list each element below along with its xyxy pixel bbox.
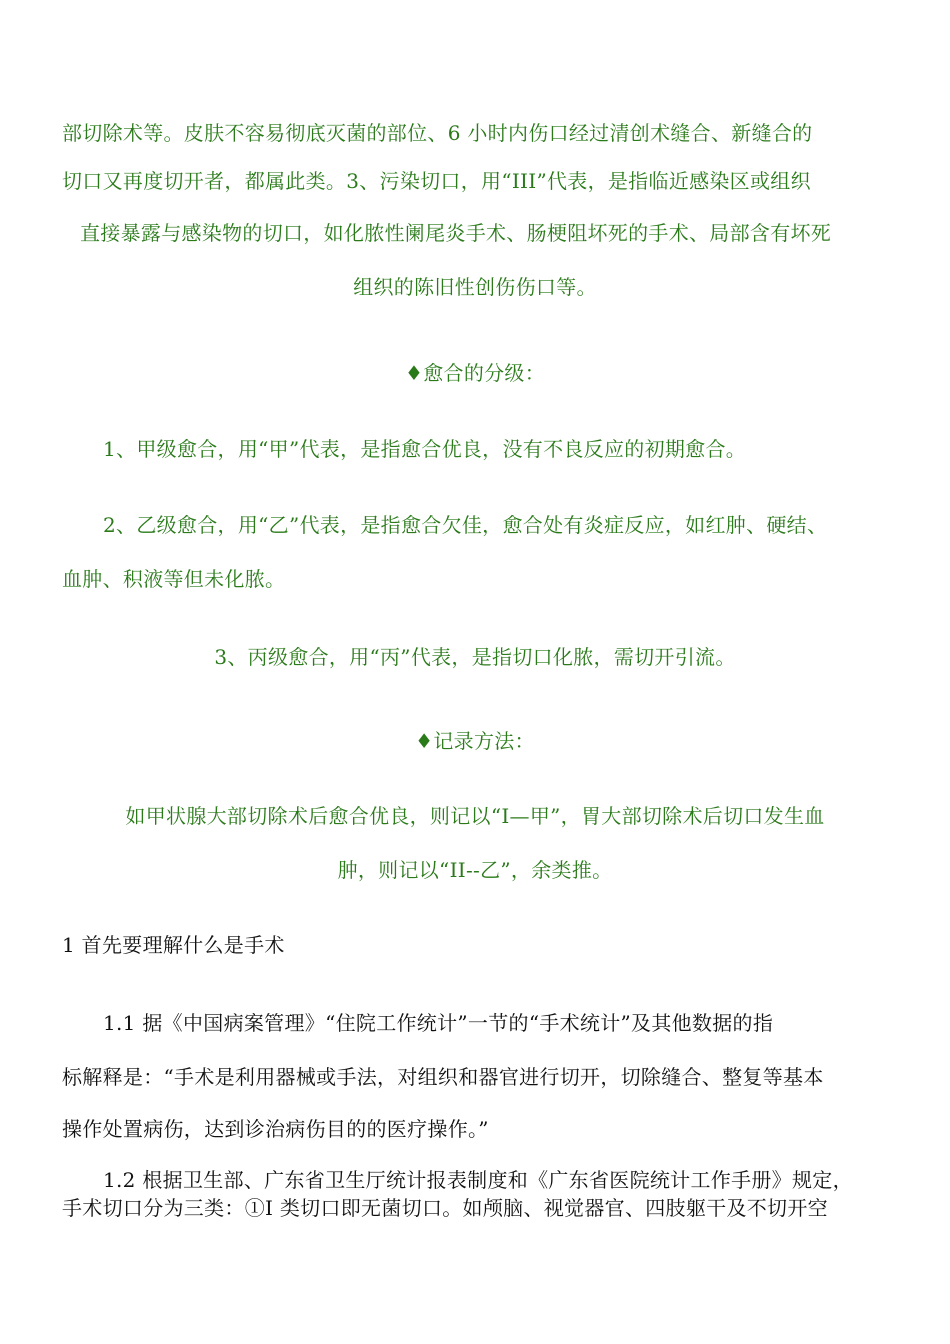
section-1-2-line-1: 1.2 根据卫生部、广东省卫生厅统计报表制度和《广东省医院统计工作手册》规定， [103,1168,853,1192]
record-line-2: 肿，则记以“II--乙”，余类推。 [337,858,613,882]
grade-b-line-2: 血肿、积液等但未化脓。 [62,567,286,591]
record-method-heading: ♦记录方法： [415,729,535,753]
paragraph-incision-line-4: 组织的陈旧性创伤伤口等。 [353,275,597,299]
section-1-title: 1 首先要理解什么是手术 [62,933,285,957]
section-1-1-line-3: 操作处置病伤，达到诊治病伤目的的医疗操作。” [62,1117,489,1141]
paragraph-incision-line-2: 切口又再度切开者，都属此类。3、污染切口，用“III”代表，是指临近感染区或组织 [62,169,811,193]
section-1-2-line-2: 手术切口分为三类：①I 类切口即无菌切口。如颅脑、视觉器官、四肢躯干及不切开空 [62,1196,828,1220]
paragraph-incision-line-1: 部切除术等。皮肤不容易彻底灭菌的部位、6 小时内伤口经过清创术缝合、新缝合的 [62,121,813,145]
record-line-1: 如甲状腺大部切除术后愈合优良，则记以“I—甲”，胃大部切除术后切口发生血 [125,804,825,828]
paragraph-incision-line-3: 直接暴露与感染物的切口，如化脓性阑尾炎手术、肠梗阻坏死的手术、局部含有坏死 [80,221,832,245]
grade-b-line-1: 2、乙级愈合，用“乙”代表，是指愈合欠佳，愈合处有炎症反应，如红肿、硬结、 [103,513,828,537]
healing-grades-heading: ♦愈合的分级： [404,361,546,385]
section-1-1-line-1: 1.1 据《中国病案管理》“住院工作统计”一节的“手术统计”及其他数据的指 [103,1011,774,1035]
section-1-1-line-2: 标解释是：“手术是利用器械或手法，对组织和器官进行切开，切除缝合、整复等基本 [62,1065,824,1089]
grade-c-paragraph: 3、丙级愈合，用“丙”代表，是指切口化脓，需切开引流。 [214,645,736,669]
grade-a-paragraph: 1、甲级愈合，用“甲”代表，是指愈合优良，没有不良反应的初期愈合。 [103,437,747,461]
